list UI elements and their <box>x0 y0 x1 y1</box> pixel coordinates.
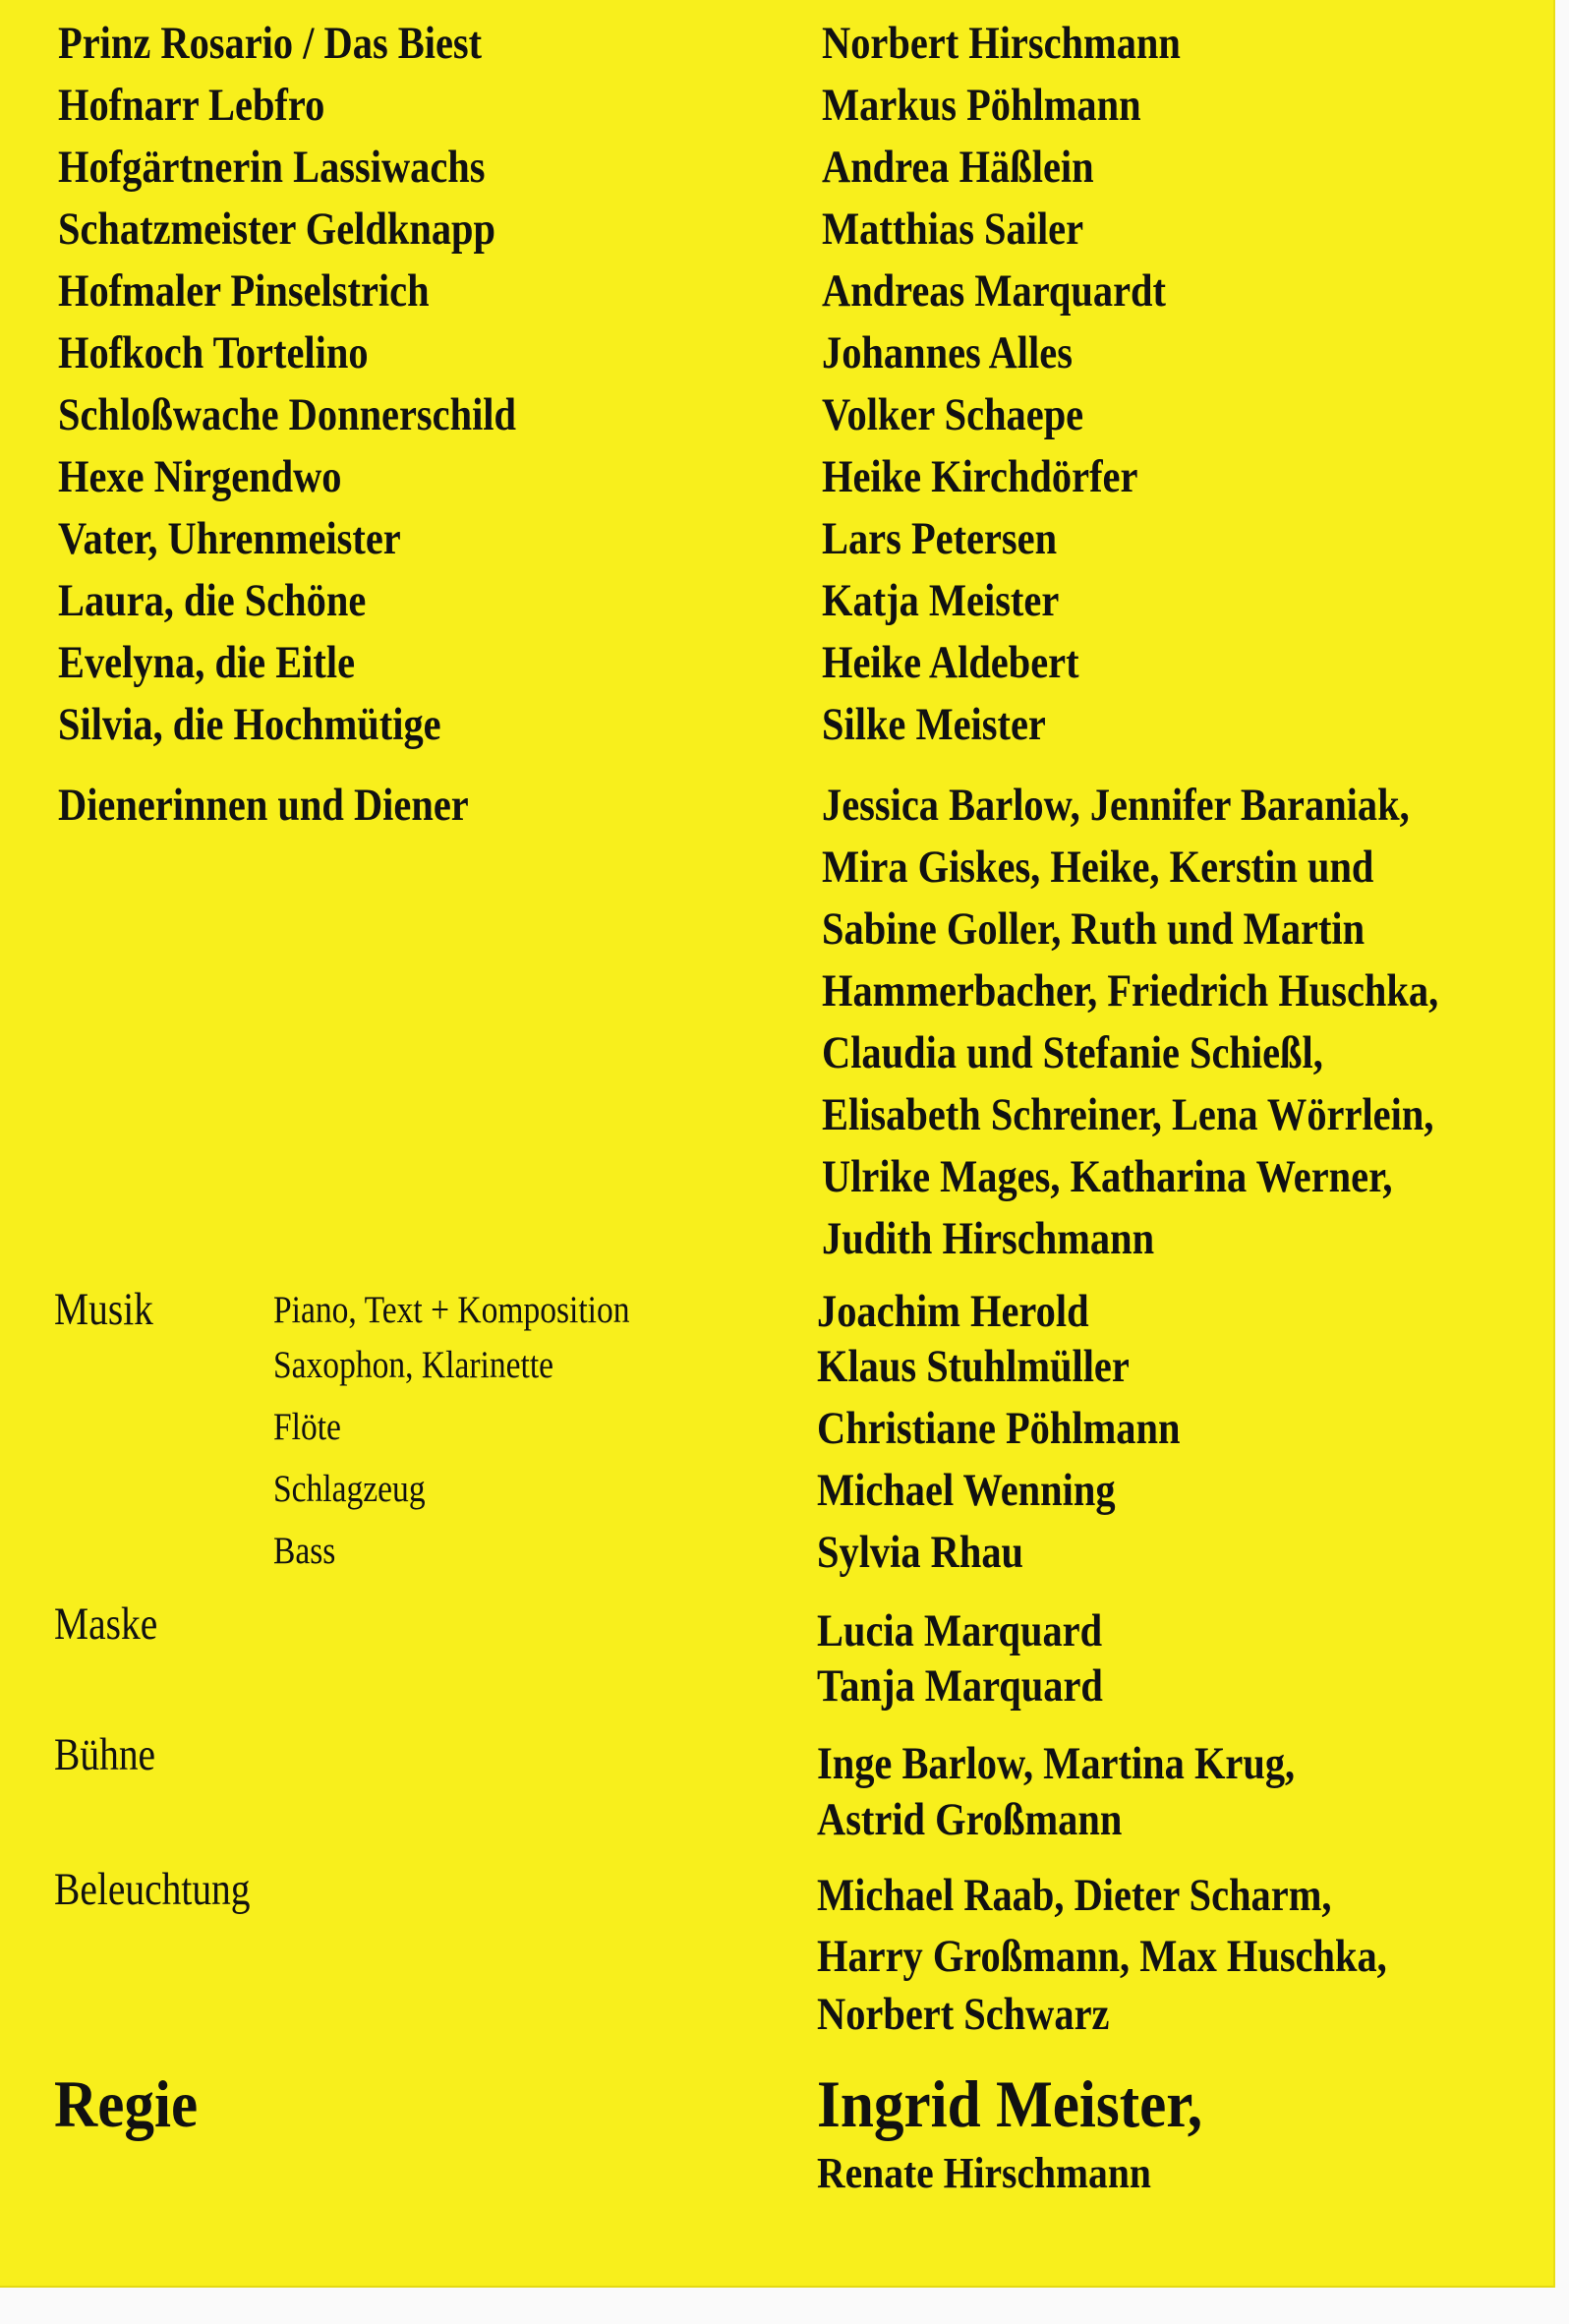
music-name: Joachim Herold <box>817 1286 1089 1337</box>
music-instrument: Schlagzeug <box>273 1468 426 1510</box>
cast-role: Silvia, die Hochmütige <box>58 699 441 750</box>
servants-line: Judith Hirschmann <box>822 1213 1155 1264</box>
cast-actor: Markus Pöhlmann <box>822 80 1141 131</box>
music-name: Michael Wenning <box>817 1465 1116 1516</box>
cast-role: Schatzmeister Geldknapp <box>58 203 496 255</box>
cast-actor: Katja Meister <box>822 575 1060 626</box>
cast-actor: Johannes Alles <box>822 327 1073 378</box>
cast-actor: Andreas Marquardt <box>822 265 1166 317</box>
cast-role: Hofgärtnerin Lassiwachs <box>58 142 486 193</box>
music-instrument: Piano, Text + Komposition <box>273 1289 630 1331</box>
crew-name: Michael Raab, Dieter Scharm, <box>817 1870 1332 1921</box>
crew-name: Inge Barlow, Martina Krug, <box>817 1738 1296 1789</box>
direction-secondary: Renate Hirschmann <box>817 2149 1151 2197</box>
servants-label: Dienerinnen und Diener <box>58 780 469 831</box>
music-name: Sylvia Rhau <box>817 1527 1024 1578</box>
cast-role: Hofmaler Pinselstrich <box>58 265 430 317</box>
cast-role: Vater, Uhrenmeister <box>58 513 401 564</box>
cast-role: Hofkoch Tortelino <box>58 327 369 378</box>
servants-line: Mira Giskes, Heike, Kerstin und <box>822 842 1374 893</box>
cast-role: Laura, die Schöne <box>58 575 367 626</box>
crew-name: Harry Großmann, Max Huschka, <box>817 1931 1387 1982</box>
crew-name: Norbert Schwarz <box>817 1989 1110 2040</box>
cast-actor: Volker Schaepe <box>822 389 1084 440</box>
music-label: Musik <box>54 1284 153 1335</box>
servants-line: Hammerbacher, Friedrich Huschka, <box>822 965 1439 1017</box>
servants-line: Elisabeth Schreiner, Lena Wörrlein, <box>822 1089 1434 1140</box>
crew-label-stage: Bühne <box>54 1729 156 1780</box>
servants-line: Sabine Goller, Ruth und Martin <box>822 903 1366 955</box>
crew-label-lighting: Beleuchtung <box>54 1864 251 1915</box>
cast-role: Prinz Rosario / Das Biest <box>58 18 483 69</box>
servants-line: Claudia und Stefanie Schießl, <box>822 1027 1323 1078</box>
cast-actor: Norbert Hirschmann <box>822 18 1181 69</box>
cast-actor: Matthias Sailer <box>822 203 1084 255</box>
cast-actor: Andrea Häßlein <box>822 142 1094 193</box>
cast-role: Evelyna, die Eitle <box>58 637 356 688</box>
servants-line: Jessica Barlow, Jennifer Baraniak, <box>822 780 1410 831</box>
music-instrument: Saxophon, Klarinette <box>273 1344 554 1386</box>
music-name: Klaus Stuhlmüller <box>817 1341 1130 1392</box>
servants-line: Ulrike Mages, Katharina Werner, <box>822 1151 1393 1202</box>
music-instrument: Bass <box>273 1530 336 1572</box>
music-instrument: Flöte <box>273 1406 341 1448</box>
cast-role: Hofnarr Lebfro <box>58 80 325 131</box>
cast-actor: Lars Petersen <box>822 513 1058 564</box>
cast-role: Schloßwache Donnerschild <box>58 389 517 440</box>
cast-role: Hexe Nirgendwo <box>58 451 342 502</box>
crew-name: Lucia Marquard <box>817 1605 1103 1656</box>
crew-label-makeup: Maske <box>54 1598 158 1650</box>
music-name: Christiane Pöhlmann <box>817 1403 1181 1454</box>
crew-name: Astrid Großmann <box>817 1794 1123 1845</box>
cast-actor: Heike Kirchdörfer <box>822 451 1138 502</box>
crew-name: Tanja Marquard <box>817 1660 1103 1712</box>
cast-actor: Heike Aldebert <box>822 637 1079 688</box>
cast-actor: Silke Meister <box>822 699 1046 750</box>
direction-primary: Ingrid Meister, <box>817 2066 1203 2141</box>
direction-label: Regie <box>54 2066 199 2141</box>
